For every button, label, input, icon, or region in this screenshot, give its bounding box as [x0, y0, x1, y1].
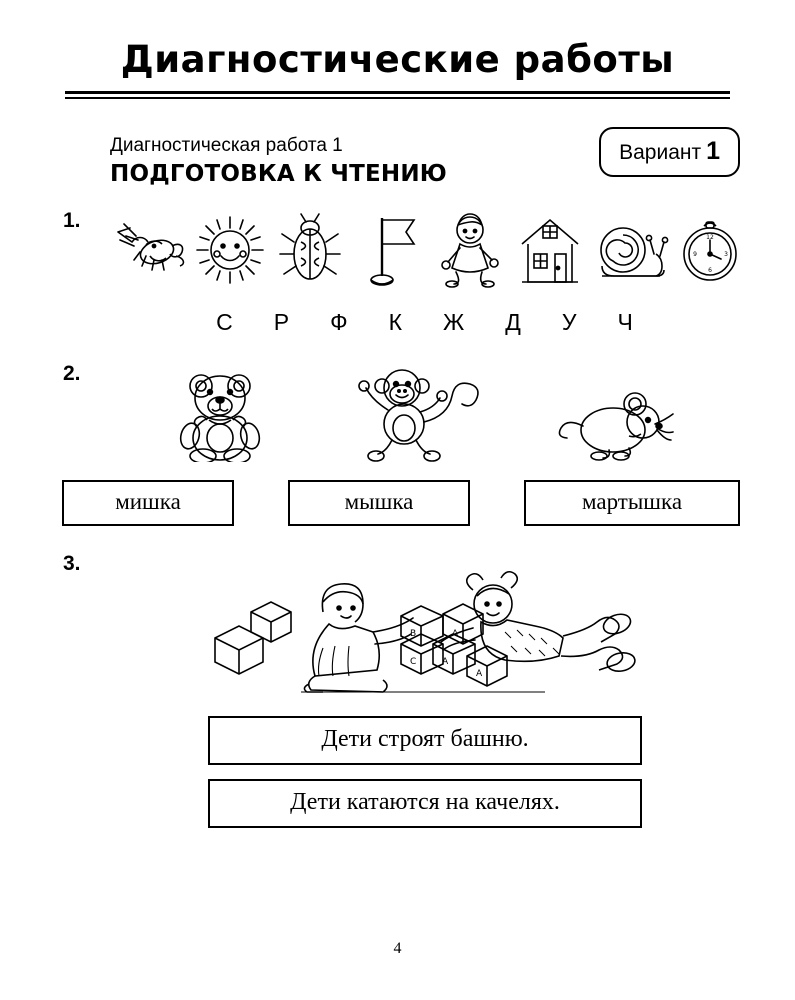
monkey-picture [345, 362, 495, 462]
sun-picture [190, 209, 270, 291]
task-3 [55, 552, 740, 828]
task-2-number: 2. [63, 362, 81, 385]
letter-option[interactable]: Ч [617, 309, 634, 335]
snail-picture [590, 209, 670, 291]
watch-picture [670, 209, 750, 291]
svg-text:B: B [410, 629, 417, 639]
letter-option[interactable]: Ж [443, 309, 466, 335]
letter-option[interactable]: Д [505, 309, 522, 335]
header-divider [65, 91, 730, 99]
beetle-picture [270, 209, 350, 291]
svg-text:A: A [476, 669, 483, 679]
task-1 [55, 209, 740, 336]
letter-option[interactable]: К [388, 309, 404, 335]
letter-option[interactable]: С [216, 309, 234, 335]
letter-option[interactable]: Р [273, 309, 291, 335]
variant-badge [599, 127, 740, 177]
task-1-picture-row [110, 209, 740, 291]
word-option-box[interactable]: мишка [62, 480, 234, 526]
task-2-word-options [62, 480, 740, 526]
task-3-number: 3. [63, 552, 81, 575]
variant-number: 1 [706, 137, 720, 165]
page-number: 4 [393, 940, 402, 957]
crayfish-picture [110, 209, 190, 291]
task-2 [55, 362, 740, 526]
svg-text:12: 12 [706, 234, 714, 241]
svg-text:A: A [452, 629, 459, 639]
svg-text:9: 9 [693, 251, 697, 258]
teddy-bear-picture [145, 362, 295, 462]
svg-text:C: C [410, 657, 417, 667]
word-option-box[interactable]: мартышка [524, 480, 740, 526]
mouse-picture [545, 362, 695, 462]
flag-picture [350, 209, 430, 291]
doll-picture [430, 209, 510, 291]
task-1-number: 1. [63, 209, 81, 232]
work-heading-block [55, 135, 740, 187]
work-subtitle: Диагностическая работа 1 [110, 135, 343, 156]
task-2-picture-row [110, 362, 740, 462]
house-picture [510, 209, 590, 291]
sentence-option-box[interactable]: Дети катаются на качелях. [208, 779, 642, 828]
variant-label: Вариант [619, 141, 702, 164]
svg-text:6: 6 [708, 267, 712, 274]
letter-option[interactable]: Ф [330, 309, 349, 335]
letter-option[interactable]: У [561, 309, 578, 335]
task-1-letters-row [110, 309, 740, 336]
sentence-option-box[interactable]: Дети строят башню. [208, 716, 642, 765]
children-building-tower-picture [110, 552, 740, 702]
word-option-box[interactable]: мышка [288, 480, 470, 526]
work-title: ПОДГОТОВКА К ЧТЕНИЮ [110, 161, 447, 187]
page-title: Диагностические работы [120, 38, 675, 81]
svg-text:A: A [442, 657, 449, 667]
svg-text:3: 3 [724, 251, 728, 258]
